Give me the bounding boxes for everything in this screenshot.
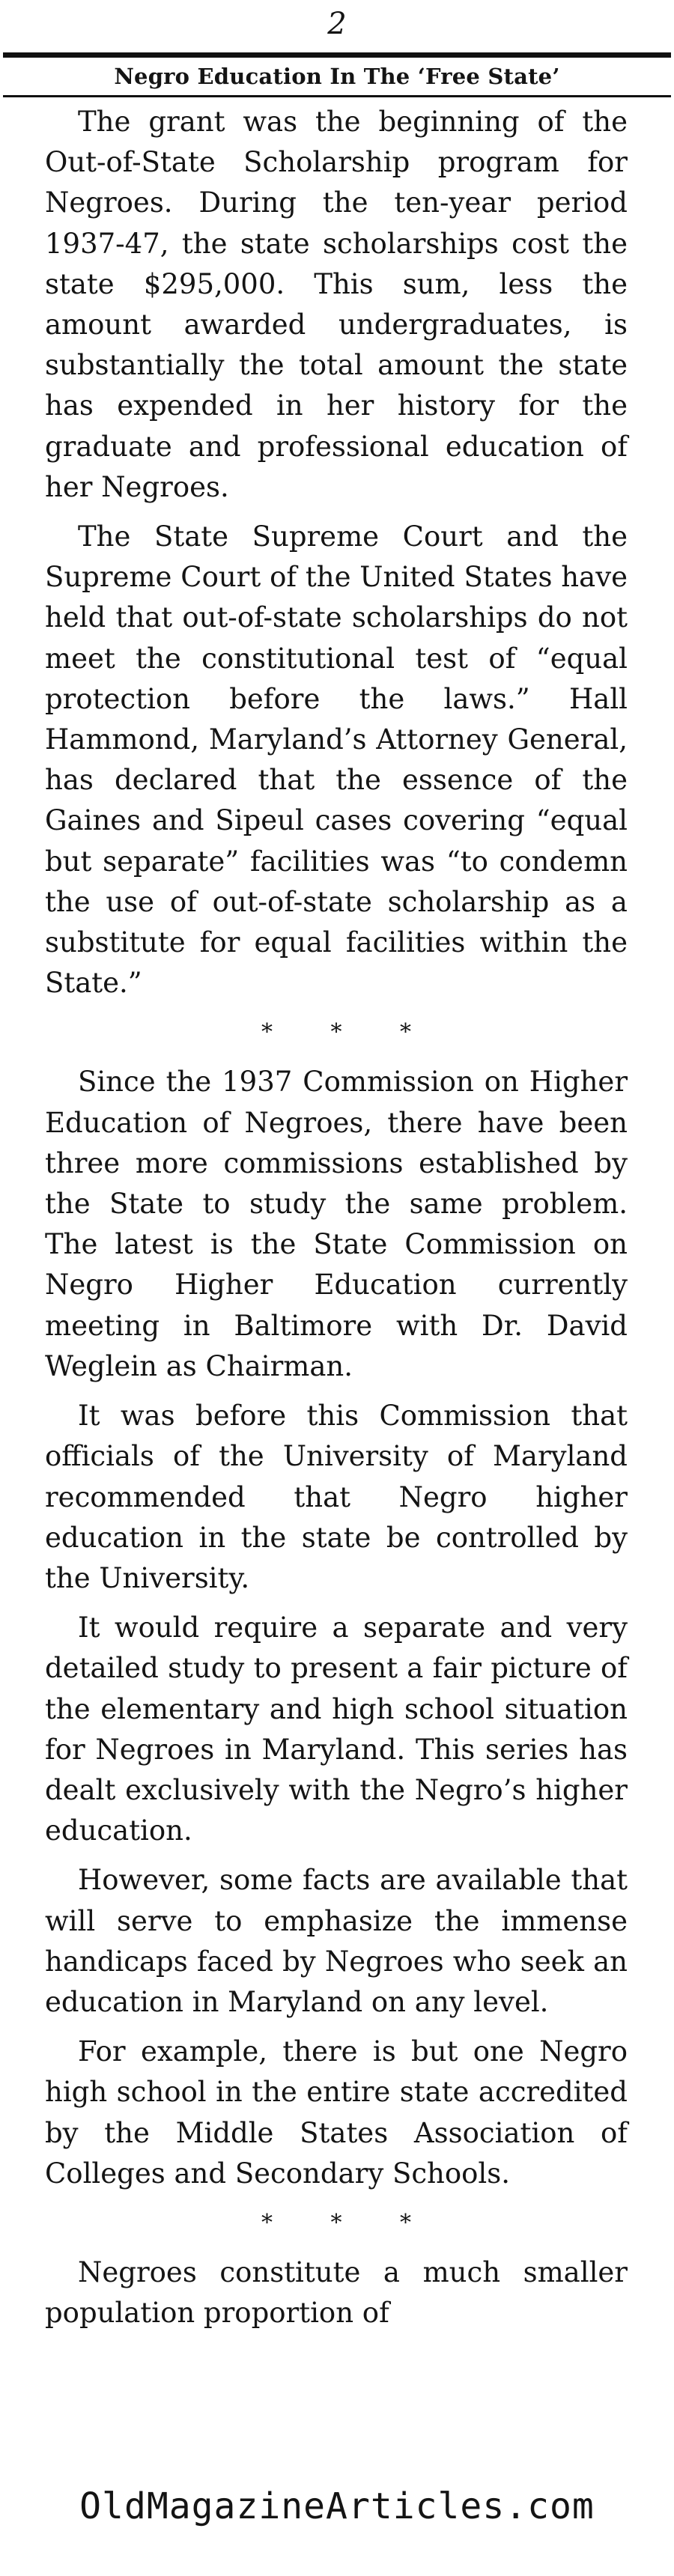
site-footer: OldMagazineArticles.com — [79, 2485, 595, 2527]
paragraph: However, some facts are available that will serve to emphasize the immense handicaps faced by Negroes who seek an education in Maryland on any level. — [45, 1864, 628, 2018]
paragraph: It was before this Commission that officials of the University of Maryland recommended that Negro higher education in the state be controlled by the University. — [45, 1400, 628, 1594]
page-number: 2 — [327, 7, 347, 41]
running-head: Negro Education In The ‘Free State’ — [114, 64, 560, 89]
paragraph: Negroes constitute a much smaller population proportion of — [45, 2255, 628, 2330]
paragraph: The grant was the beginning of the Out-of-State Scholarship program for Negroes. During the ten-year period 1937-47, the state scholarships cost the state $295,000. This sum, less the amount awarded undergraduates, is substantially the total amount the state has expended in her history for the graduate and professional education of her Negroes. — [45, 106, 628, 503]
section-break: * * * — [261, 1019, 437, 1046]
paragraph: It would require a separate and very detailed study to present a fair picture of the elementary and high school situation for Negroes in Maryland. This series has dealt exclusively with the Negro’s higher education. — [45, 1611, 628, 1847]
paragraph: The State Supreme Court and the Supreme Court of the United States have held that out-of-state scholarships do not meet the constitutional test of “equal protection before the laws.” Hall Hammond, Maryland’s Attorney General, has declared that the essence of the Gaines and Sipeul cases covering “equal but separate” facilities was “to condemn the use of out-of-state scholarship as a substitute for equal facilities within the State.” — [45, 520, 628, 1000]
article-body — [45, 102, 628, 2342]
running-head-bar — [3, 52, 671, 97]
paragraph: For example, there is but one Negro high school in the entire state accredited by the Middle States Association of Colleges and Secondary Schools. — [45, 2035, 628, 2190]
paragraph: Since the 1937 Commission on Higher Education of Negroes, there have been three more commissions established by the State to study the same problem. The latest is the State Commission on Negro Higher Education currently meeting in Baltimore with Dr. David Weglein as Chairman. — [45, 1066, 628, 1382]
section-break: * * * — [261, 2209, 437, 2236]
